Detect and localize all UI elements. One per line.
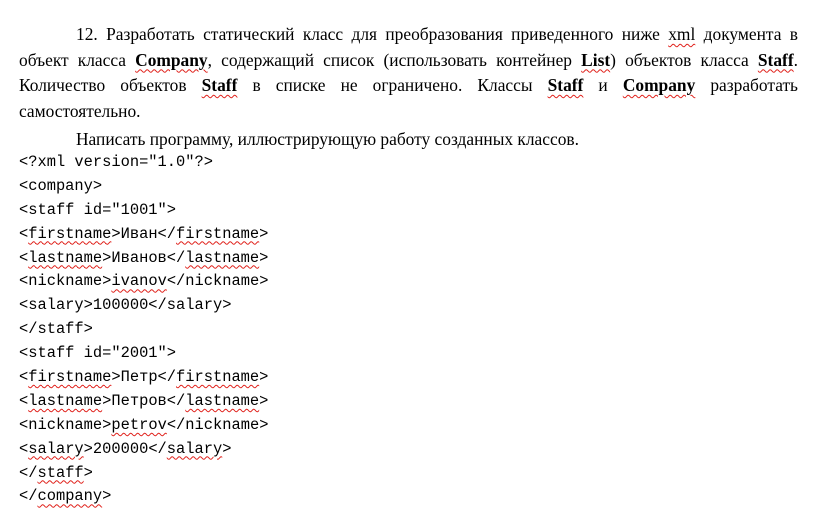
- code-line: <nickname>ivanov</nickname>: [19, 272, 269, 291]
- task-text-6: в списке не ограничено. Классы: [237, 75, 548, 95]
- task-text-1: 12. Разработать статический класс для преобразования приведенного ниже: [76, 24, 669, 44]
- code-line: <lastname>Иванов</lastname>: [19, 248, 269, 267]
- task-text-2: документа в объект класса: [19, 24, 798, 70]
- code-line: </staff>: [19, 463, 93, 482]
- task-text-8: разработать самостоятельно.: [19, 75, 798, 121]
- class-name-company: Company: [135, 49, 208, 70]
- code-line: <firstname>Петр</firstname>: [19, 368, 269, 387]
- code-line: <salary>200000</salary>: [19, 439, 232, 458]
- word-xml: xml: [668, 24, 696, 44]
- code-line: <?xml version="1.0"?>: [19, 153, 213, 171]
- code-line: <staff id="1001">: [19, 200, 177, 219]
- task-text-4: ) объектов класса: [610, 49, 758, 70]
- note-paragraph: Написать программу, иллюстрирующую работу созданных классов.: [76, 129, 579, 149]
- class-name-staff-2: Staff: [201, 75, 238, 95]
- code-line: <salary>100000</salary>: [19, 296, 232, 315]
- task-paragraph: [19, 22, 798, 124]
- code-line: </staff>: [19, 320, 93, 339]
- task-text-3: , содержащий список (использовать контейнер: [207, 49, 582, 70]
- code-line: <company>: [19, 176, 103, 195]
- code-line: </company>: [19, 487, 112, 506]
- class-name-company-2: Company: [622, 75, 696, 95]
- class-name-list: List: [581, 49, 611, 70]
- code-line: <nickname>petrov</nickname>: [19, 415, 269, 434]
- code-line: <lastname>Петров</lastname>: [19, 391, 269, 410]
- task-text-5: . Количество объектов: [19, 49, 798, 95]
- code-line: <staff id="2001">: [19, 344, 177, 363]
- code-line: <firstname>Иван</firstname>: [19, 224, 269, 243]
- class-name-staff: Staff: [757, 49, 794, 70]
- xml-code-block: [19, 151, 268, 509]
- class-name-staff-3: Staff: [547, 75, 584, 95]
- task-text-7: и: [583, 75, 623, 95]
